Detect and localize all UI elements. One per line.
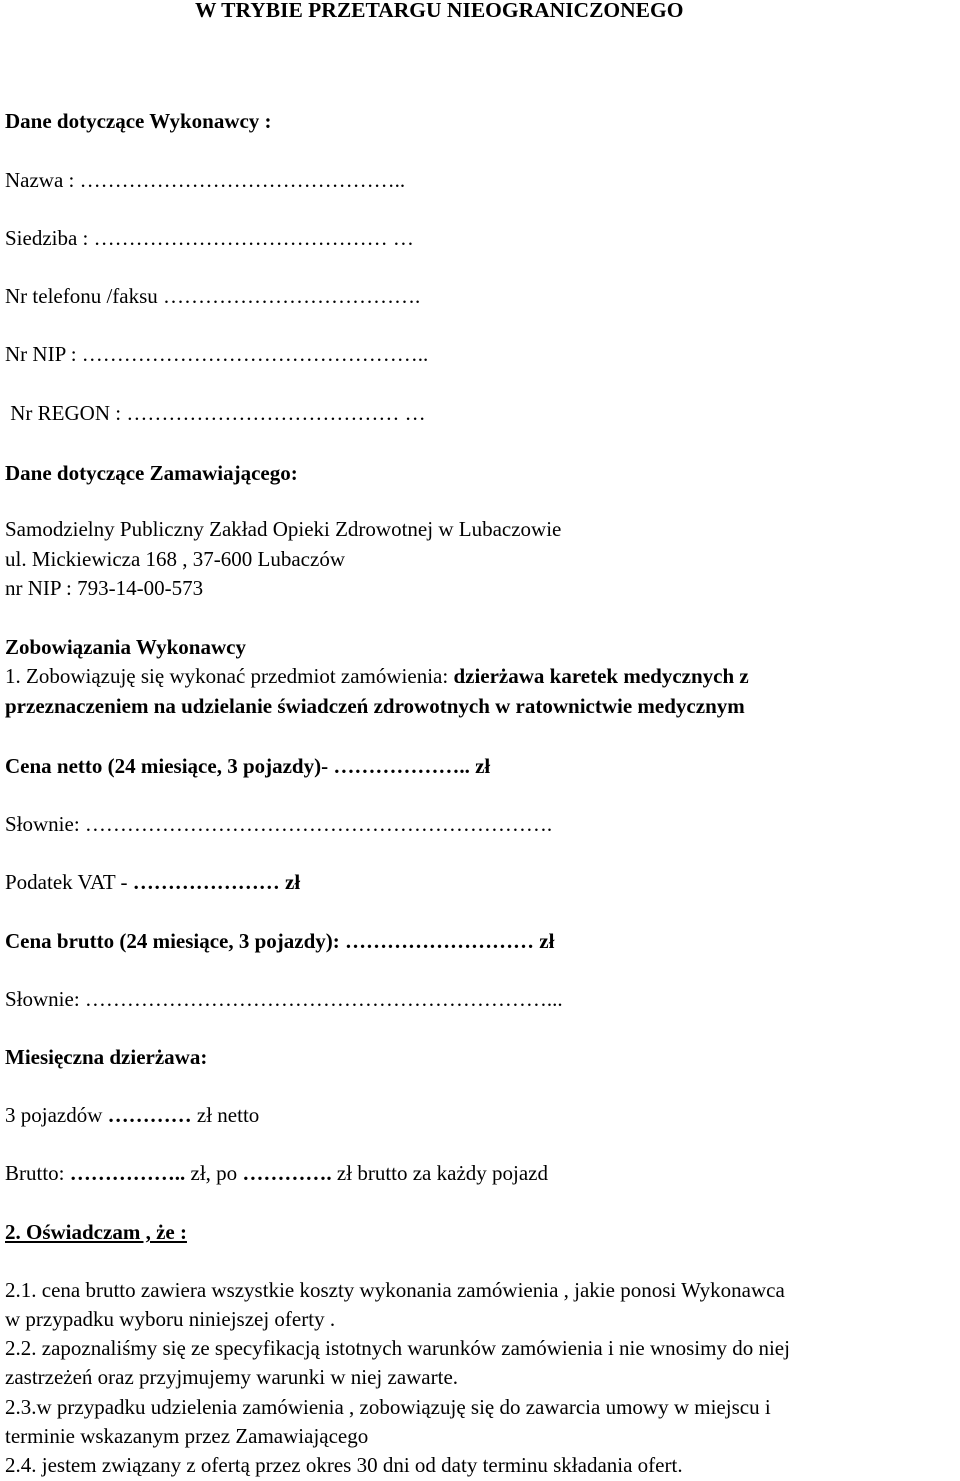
gross-label: Brutto: [5,1161,70,1185]
obligation-item-1-text: 1. Zobowiązuję się wykonać przedmiot zamówienia: [5,664,454,688]
contractor-heading: Dane dotyczące Wykonawcy : [5,109,272,133]
gross-per-vehicle-blank: …………. [242,1161,332,1185]
vat-label: Podatek VAT - [5,870,133,894]
declaration-2-2-line-1: 2.2. zapoznaliśmy się ze specyfikacją istotnych warunków zamówienia i nie wnosimy do niej [5,1336,790,1360]
declaration-2-1-line-1: 2.1. cena brutto zawiera wszystkie koszty wykonania zamówienia , jakie ponosi Wykonawca [5,1278,785,1302]
declaration-2-3-line-1: 2.3.w przypadku udzielenia zamówienia , zobowiązuję się do zawarcia umowy w miejscu i [5,1395,771,1419]
gross-total-blank: …………….. [69,1161,186,1185]
obligation-item-1 [5,666,749,687]
document-title: W TRYBIE PRZETARGU NIEOGRANICZONEGO [195,0,684,22]
declaration-2-2-line-2: zastrzeżeń oraz przyjmujemy warunki w niej zawarte. [5,1365,459,1389]
contractor-nip-field: Nr NIP : ………………………………………….. [5,342,429,366]
contractor-regon-field: Nr REGON : ………………………………… … [5,401,426,425]
gross-per-vehicle-line [5,1163,548,1184]
obligations-heading: Zobowiązania Wykonawcy [5,635,246,659]
contractor-seat-field: Siedziba : …………………………………… … [5,226,414,250]
vat-value-blank: ………………… zł [132,870,301,894]
vehicles-net-suffix: zł netto [191,1103,260,1127]
gross-per-vehicle-suffix: zł brutto za każdy pojazd [331,1161,548,1185]
gross-price-words-line: Słownie: …………………………………………………………... [5,987,563,1011]
obligation-item-1-subject: dzierżawa karetek medycznych z [453,664,749,688]
declaration-2-1-line-2: w przypadku wyboru niniejszej oferty . [5,1307,336,1331]
gross-mid-text: zł, po [185,1161,243,1185]
net-price-line: Cena netto (24 miesiące, 3 pojazdy)- ……………….. zł [5,754,491,778]
vehicles-net-line [5,1105,259,1126]
declaration-2-3-line-2: terminie wskazanym przez Zamawiającego [5,1424,369,1448]
vat-line [5,872,300,893]
employer-heading: Dane dotyczące Zamawiającego: [5,461,298,485]
obligation-item-1-continuation: przeznaczeniem na udzielanie świadczeń zdrowotnych w ratownictwie medycznym [5,694,745,718]
employer-name: Samodzielny Publiczny Zakład Opieki Zdrowotnej w Lubaczowie [5,517,562,541]
net-price-words-line: Słownie: …………………………………………………………. [5,812,553,836]
employer-nip: nr NIP : 793-14-00-573 [5,576,204,600]
declaration-2-4-line-1: 2.4. jestem związany z ofertą przez okres 30 dni od daty terminu składania ofert. [5,1453,683,1477]
declarations-heading: 2. Oświadczam , że : [5,1220,187,1244]
monthly-lease-heading: Miesięczna dzierżawa: [5,1045,208,1069]
employer-address: ul. Mickiewicza 168 , 37-600 Lubaczów [5,547,345,571]
gross-price-line: Cena brutto (24 miesiące, 3 pojazdy): ……………………… zł [5,929,555,953]
vehicles-net-blank: ………… [107,1103,192,1127]
contractor-phone-field: Nr telefonu /faksu ………………………………. [5,284,421,308]
contractor-name-field: Nazwa : ……………………………………….. [5,168,406,192]
vehicles-label: 3 pojazdów [5,1103,108,1127]
